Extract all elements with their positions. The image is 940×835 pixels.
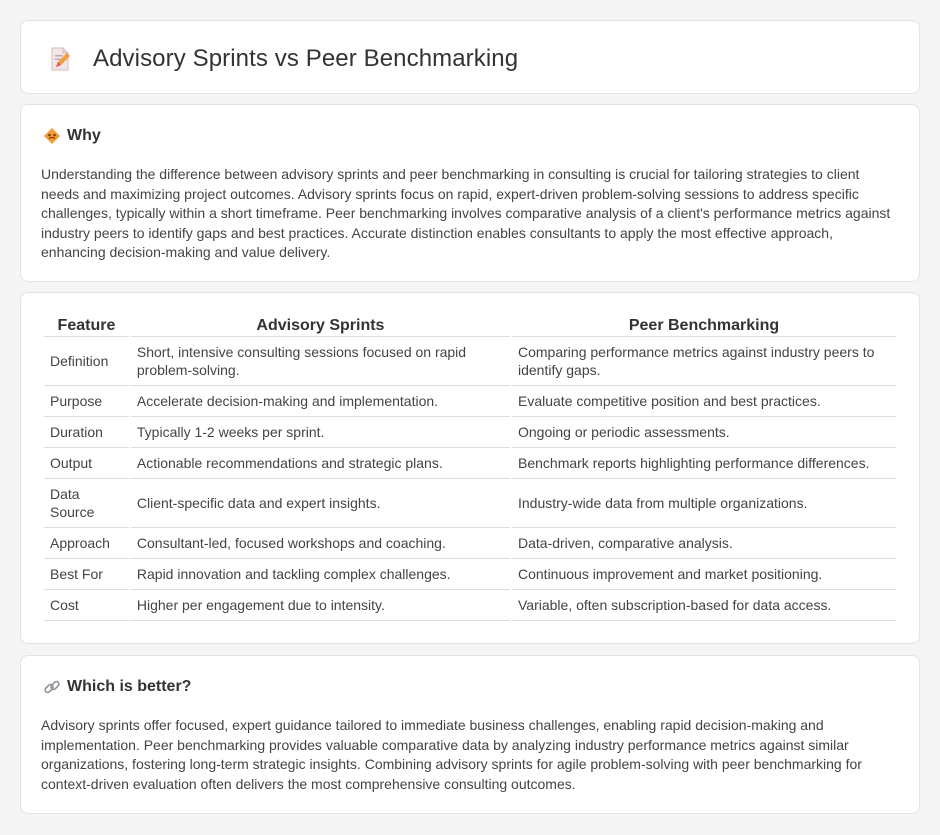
row-benchmarking: Comparing performance metrics against industry peers to identify gaps. xyxy=(512,337,896,386)
row-feature: Definition xyxy=(44,337,129,386)
row-sprints: Typically 1-2 weeks per sprint. xyxy=(131,417,510,448)
row-feature: Output xyxy=(44,448,129,479)
title-card xyxy=(20,20,920,94)
why-body: Understanding the difference between advisory sprints and peer benchmarking in consulting is crucial for tailoring strategies to client needs and maximizing project outcomes. Advisory sprints focus on rapid, expert-driven problem-solving sessions to address specific challenges, typically within a short timeframe. Peer benchmarking involves comparative analysis of a client's performance metrics against industry peers to identify gaps and best practices. Accurate distinction enables consultants to apply the most effective approach, enhancing decision-making and value delivery. xyxy=(41,166,891,260)
row-benchmarking: Continuous improvement and market positioning. xyxy=(512,559,896,590)
row-sprints: Accelerate decision-making and implementation. xyxy=(131,386,510,417)
row-feature: Data Source xyxy=(44,479,129,528)
row-feature: Approach xyxy=(44,528,129,559)
why-heading: Why xyxy=(67,127,101,144)
row-benchmarking: Data-driven, comparative analysis. xyxy=(512,528,896,559)
better-heading: Which is better? xyxy=(67,678,192,695)
document-edit-icon xyxy=(47,46,73,72)
table-row xyxy=(44,386,896,417)
better-body: Advisory sprints offer focused, expert guidance tailored to immediate business challenges, enabling rapid decision-making and implementation. Peer benchmarking provides valuable comparative data by analyzing industry performance metrics against similar organizations, fostering long-term strategic insights. Combining advisory sprints for agile problem-solving with peer benchmarking for context-driven evaluation often delivers the most comprehensive consulting outcomes. xyxy=(41,717,862,792)
table-row xyxy=(44,337,896,386)
header-advisory-sprints: Advisory Sprints xyxy=(131,316,510,337)
table-row xyxy=(44,559,896,590)
row-benchmarking: Benchmark reports highlighting performance differences. xyxy=(512,448,896,479)
table-row xyxy=(44,590,896,621)
header-feature: Feature xyxy=(44,316,129,337)
row-sprints: Client-specific data and expert insights. xyxy=(131,479,510,528)
row-feature: Duration xyxy=(44,417,129,448)
row-sprints: Higher per engagement due to intensity. xyxy=(131,590,510,621)
table-row xyxy=(44,448,896,479)
row-benchmarking: Evaluate competitive position and best practices. xyxy=(512,386,896,417)
table-row xyxy=(44,417,896,448)
row-feature: Cost xyxy=(44,590,129,621)
table-row xyxy=(44,528,896,559)
row-sprints: Rapid innovation and tackling complex challenges. xyxy=(131,559,510,590)
header-peer-benchmarking: Peer Benchmarking xyxy=(512,316,896,337)
comparison-table xyxy=(42,316,898,621)
why-card xyxy=(20,104,920,282)
row-sprints: Consultant-led, focused workshops and coaching. xyxy=(131,528,510,559)
row-feature: Best For xyxy=(44,559,129,590)
comparison-card xyxy=(20,292,920,644)
which-is-better-card xyxy=(20,655,920,814)
title-row xyxy=(47,45,518,73)
page-title: Advisory Sprints vs Peer Benchmarking xyxy=(93,45,519,72)
row-benchmarking: Ongoing or periodic assessments. xyxy=(512,417,896,448)
why-header xyxy=(43,127,101,145)
table-header-row xyxy=(44,316,896,337)
link-icon xyxy=(43,678,61,696)
diamond-alert-icon xyxy=(43,127,61,145)
row-feature: Purpose xyxy=(44,386,129,417)
row-sprints: Short, intensive consulting sessions focused on rapid problem-solving. xyxy=(131,337,510,386)
better-header xyxy=(43,678,191,696)
row-benchmarking: Variable, often subscription-based for data access. xyxy=(512,590,896,621)
table-row xyxy=(44,479,896,528)
row-sprints: Actionable recommendations and strategic plans. xyxy=(131,448,510,479)
row-benchmarking: Industry-wide data from multiple organizations. xyxy=(512,479,896,528)
